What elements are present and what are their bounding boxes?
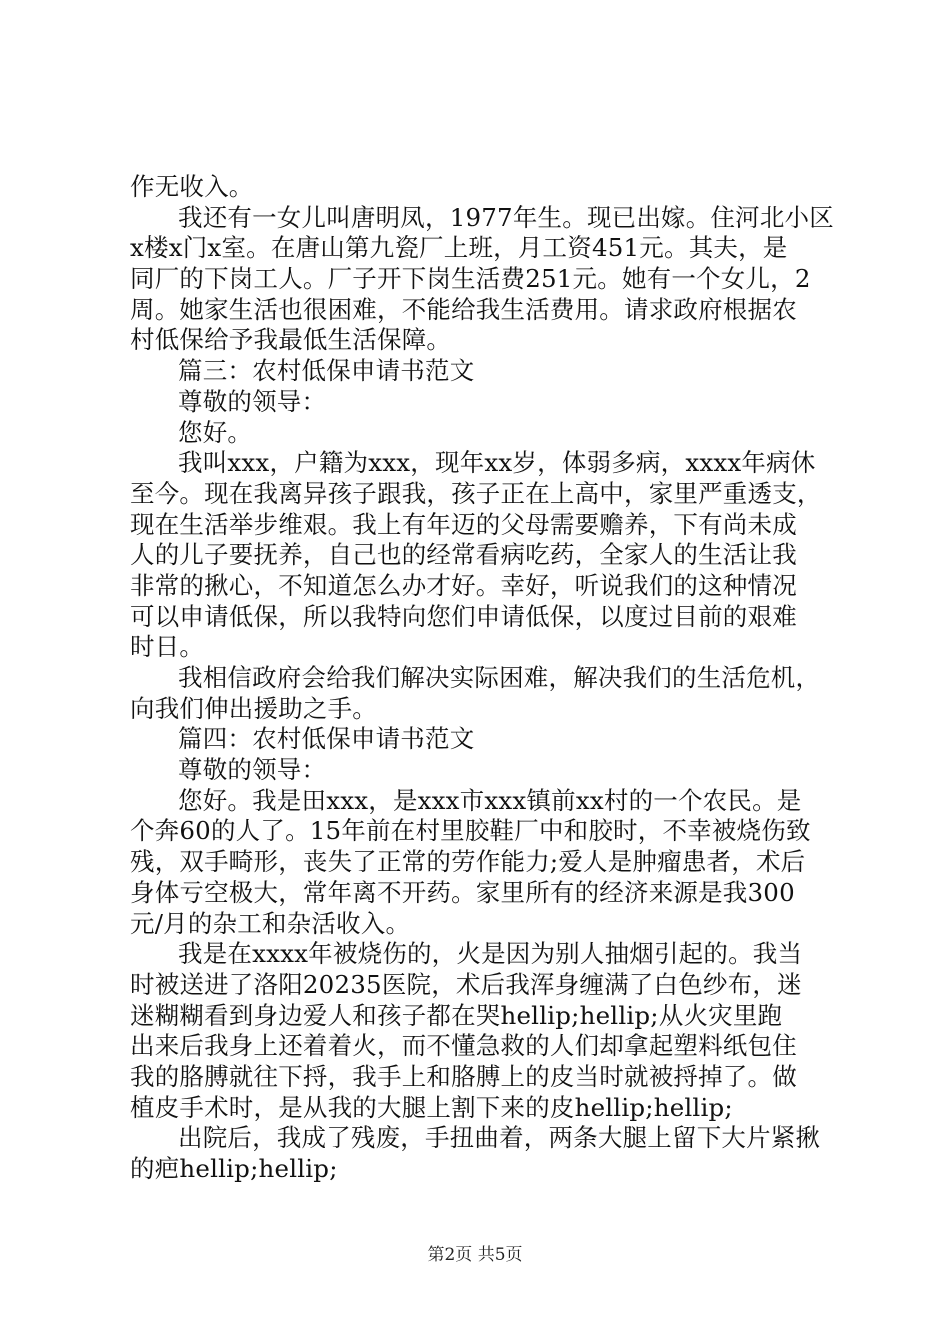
- text-line: 尊敬的领导：: [178, 755, 327, 785]
- text-line: 身体亏空极大，常年离不开药。家里所有的经济来源是我300: [130, 877, 795, 907]
- text-line: 现在生活举步维艰。我上有年迈的父母需要赡养，下有尚未成: [130, 509, 797, 539]
- text-line: 的疤hellip;hellip;: [130, 1154, 338, 1183]
- text-line: 个奔60的人了。15年前在村里胶鞋厂中和胶时，不幸被烧伤致: [130, 816, 811, 846]
- text-line: 您好。: [178, 417, 253, 447]
- text-line: 时日。: [130, 632, 205, 662]
- text-line: 出院后，我成了残废，手扭曲着，两条大腿上留下大片紧揪: [178, 1123, 821, 1153]
- text-line: 迷糊糊看到身边爱人和孩子都在哭hellip;hellip;从火灾里跑: [130, 1000, 783, 1030]
- page-footer: [0, 1240, 950, 1265]
- text-line: 篇三：农村低保申请书范文: [178, 356, 475, 386]
- text-line: 同厂的下岗工人。厂子开下岗生活费251元。她有一个女儿，2: [130, 264, 811, 294]
- text-line: 篇四：农村低保申请书范文: [178, 724, 475, 754]
- text-line: 我还有一女儿叫唐明凤，1977年生。现已出嫁。住河北小区: [178, 202, 834, 232]
- text-line: 至今。现在我离异孩子跟我，孩子正在上高中，家里严重透支，: [130, 478, 822, 508]
- text-line: 出来后我身上还着着火，而不懂急救的人们却拿起塑料纸包住: [130, 1031, 797, 1061]
- text-line: 周。她家生活也很困难，不能给我生活费用。请求政府根据农: [130, 294, 797, 324]
- text-line: 我叫xxx，户籍为xxx，现年xx岁，体弱多病，xxxx年病休: [178, 448, 816, 478]
- text-line: 可以申请低保，所以我特向您们申请低保，以度过目前的艰难: [130, 601, 797, 631]
- text-line: 您好。我是田xxx，是xxx市xxx镇前xx村的一个农民。是: [178, 785, 802, 815]
- text-line: 村低保给予我最低生活保障。: [130, 325, 452, 355]
- text-line: 作无收入。: [130, 172, 254, 201]
- text-line: 残，双手畸形，丧失了正常的劳作能力;爱人是肿瘤患者，术后: [130, 847, 806, 877]
- page-number: 第2页 共5页: [427, 1245, 523, 1265]
- text-line: 植皮手术时，是从我的大腿上割下来的皮hellip;hellip;: [130, 1092, 733, 1122]
- text-line: 我相信政府会给我们解决实际困难，解决我们的生活危机，: [178, 663, 821, 692]
- text-line: 非常的揪心，不知道怎么办才好。幸好，听说我们的这种情况: [130, 570, 797, 600]
- text-line: 时被送进了洛阳20235医院，术后我浑身缠满了白色纱布，迷: [130, 969, 802, 999]
- text-line: x楼x门x室。在唐山第九瓷厂上班，月工资451元。其夫，是: [130, 233, 788, 263]
- document-body: [130, 172, 834, 1185]
- text-line: 尊敬的领导：: [178, 386, 327, 416]
- text-line: 人的儿子要抚养，自己也的经常看病吃药，全家人的生活让我: [130, 540, 797, 570]
- text-line: 我的胳膊就往下捋，我手上和胳膊上的皮当时就被捋掉了。做: [130, 1061, 797, 1091]
- text-line: 我是在xxxx年被烧伤的，火是因为别人抽烟引起的。我当: [178, 939, 803, 969]
- text-line: 元/月的杂工和杂活收入。: [130, 908, 411, 938]
- text-line: 向我们伸出援助之手。: [130, 693, 377, 723]
